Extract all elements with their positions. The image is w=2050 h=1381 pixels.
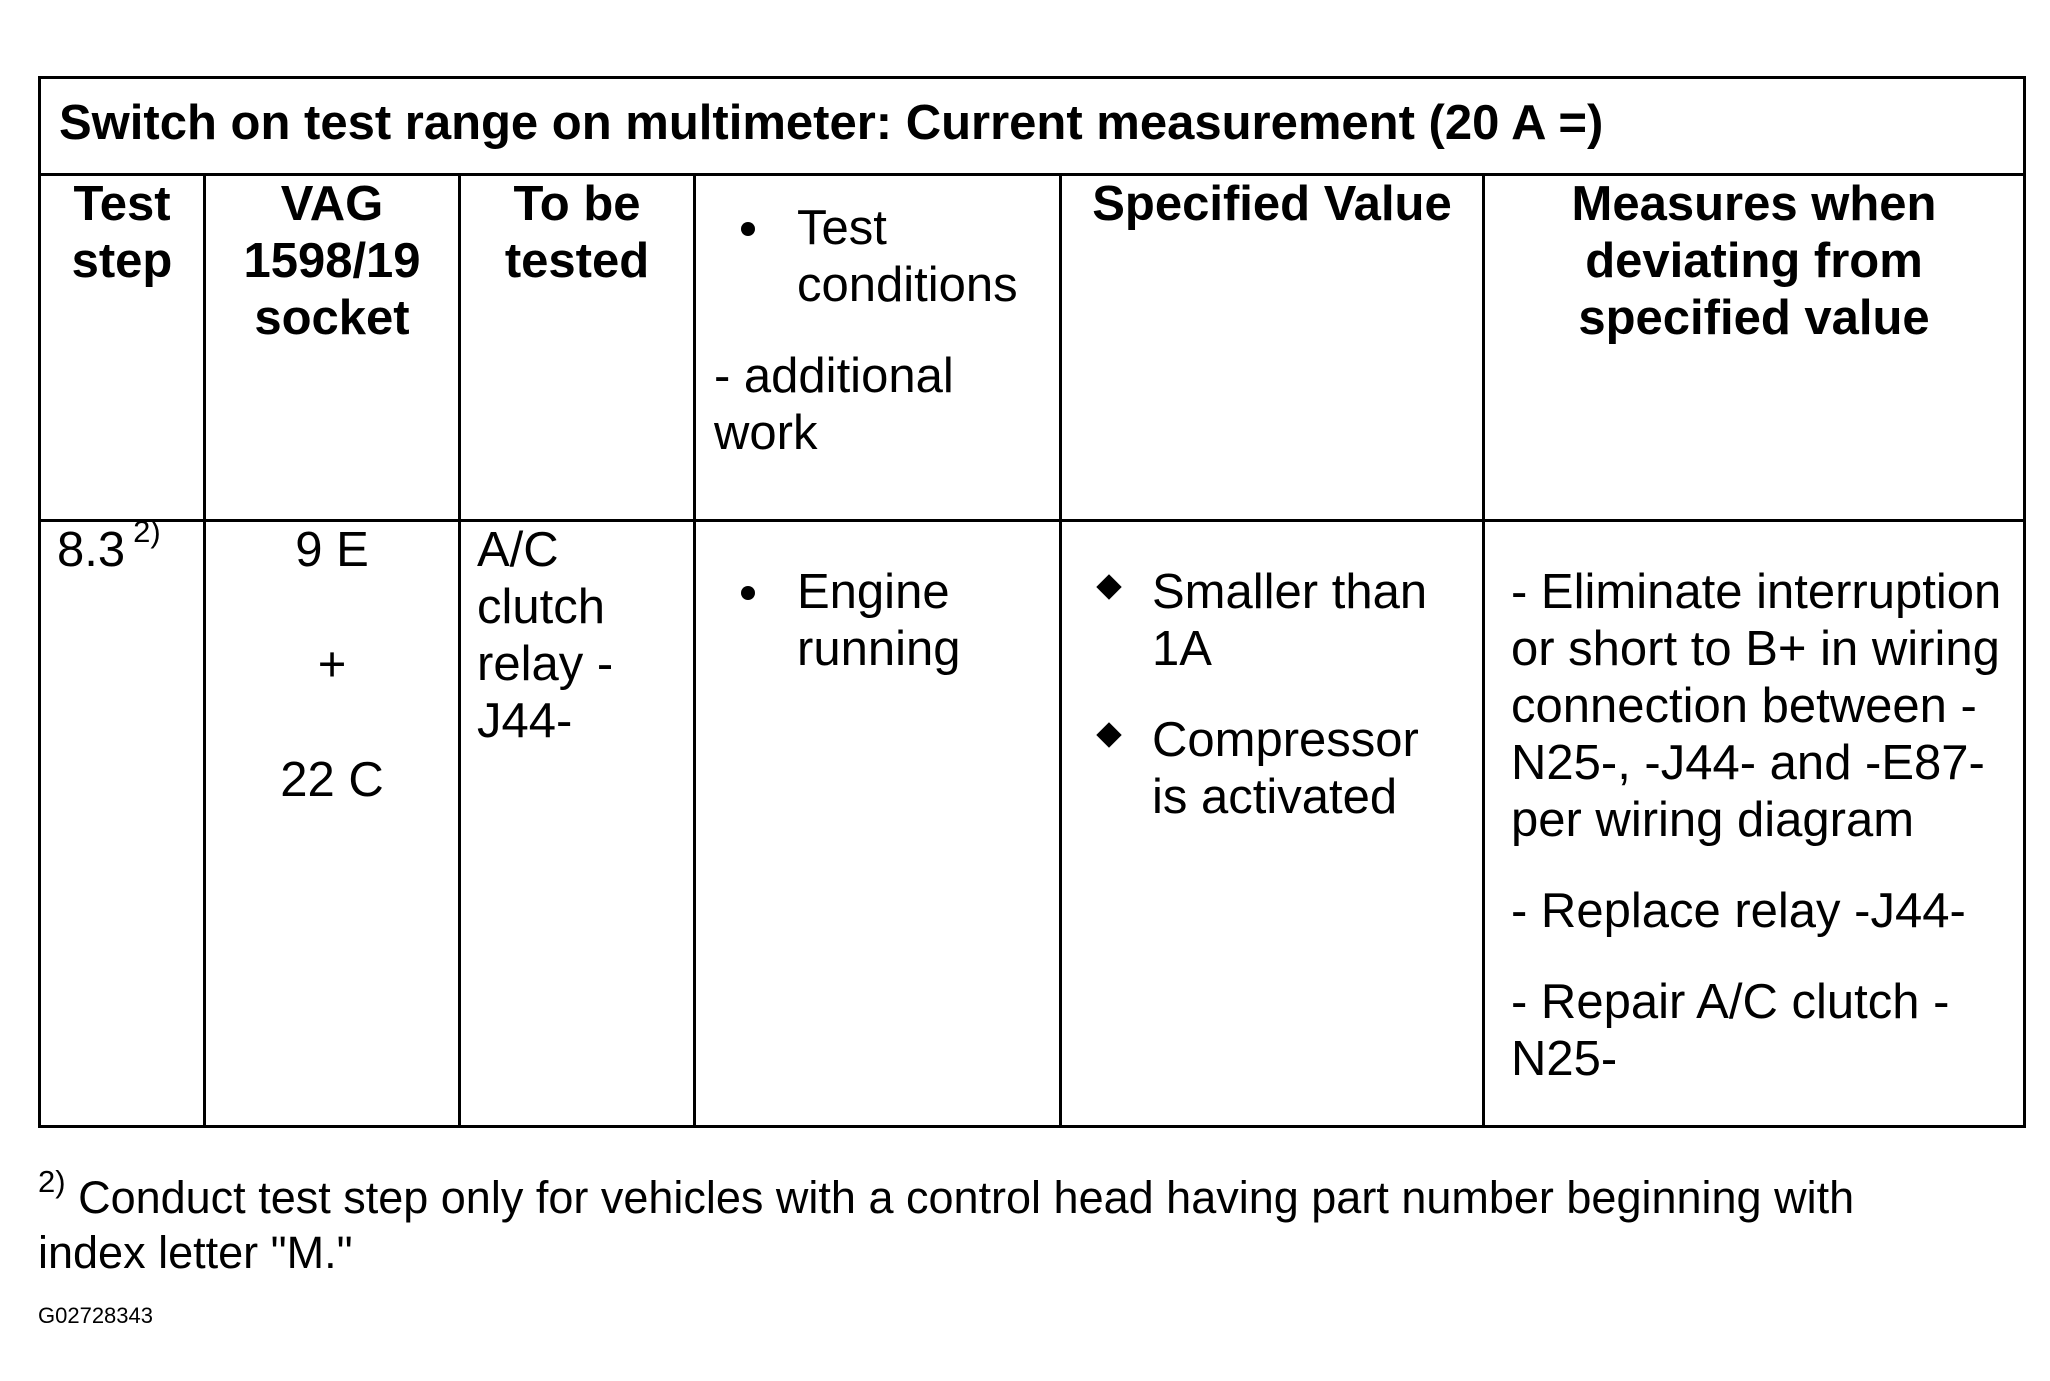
condition-item xyxy=(696,564,1059,678)
bullet-icon xyxy=(741,586,755,600)
header-vag-line3: socket xyxy=(254,291,410,345)
measure-replace-relay: - Replace relay -J44- xyxy=(1511,884,1966,938)
footnote-line2: index letter "M." xyxy=(38,1227,353,1278)
header-to-be-line2: tested xyxy=(504,234,650,288)
condition-line2: running xyxy=(797,622,961,676)
bullet-icon xyxy=(741,222,755,236)
header-measures-line2: deviating from xyxy=(1585,234,1923,288)
tested-line1: A/C xyxy=(477,523,559,577)
header-row xyxy=(40,175,2025,521)
header-test-step-line1: Test xyxy=(73,177,171,231)
header-additional-work xyxy=(696,348,1059,462)
header-specified-value xyxy=(1061,175,1484,521)
header-vag-socket xyxy=(205,175,460,521)
tested-line3: relay - xyxy=(477,637,614,691)
tested-line4: J44- xyxy=(477,694,573,748)
socket-plus: + xyxy=(317,638,347,692)
footnote xyxy=(38,1164,2023,1280)
socket-second: 22 C xyxy=(280,753,384,807)
spec2-line2: is activated xyxy=(1152,770,1398,824)
spec-item-compressor xyxy=(1062,712,1482,826)
header-vag-line2: 1598/19 xyxy=(243,234,421,288)
cell-measures xyxy=(1484,521,2025,1127)
measure1-line5: per wiring diagram xyxy=(1511,793,1915,847)
figure-id: G02728343 xyxy=(38,1303,153,1328)
measure-eliminate xyxy=(1511,564,2023,849)
cell-to-be-tested xyxy=(460,521,695,1127)
header-additional-line1: - additional xyxy=(714,349,954,403)
header-test-step xyxy=(40,175,205,521)
test-step-value: 8.3 xyxy=(57,523,126,577)
spec1-line2: 1A xyxy=(1152,622,1212,676)
header-additional-line2: work xyxy=(714,406,818,460)
cell-test-step xyxy=(40,514,205,1127)
header-vag-line1: VAG xyxy=(280,177,384,231)
measure3-line2: N25- xyxy=(1511,1032,1618,1086)
cell-vag-socket xyxy=(205,521,460,1127)
tested-line2: clutch xyxy=(477,580,606,634)
header-conditions-line2: conditions xyxy=(797,258,1018,312)
test-step-table xyxy=(38,76,2026,1128)
header-to-be-line1: To be xyxy=(513,177,641,231)
header-test-step-line2: step xyxy=(71,234,173,288)
measure1-line3: connection between - xyxy=(1511,679,1977,733)
table-row xyxy=(40,521,2025,1127)
footnote-ref: 2) xyxy=(133,514,161,549)
header-measures xyxy=(1484,175,2025,521)
footnote-marker: 2) xyxy=(38,1164,66,1199)
measure-repair-clutch xyxy=(1511,974,2023,1088)
cell-specified-value xyxy=(1061,521,1484,1127)
measure1-line2: or short to B+ in wiring xyxy=(1511,622,2000,676)
table-title: Switch on test range on multimeter: Current measurement (20 A =) xyxy=(59,96,1604,150)
diamond-bullet-icon xyxy=(1096,574,1121,599)
measure1-line4: N25-, -J44- and -E87- xyxy=(1511,736,1985,790)
diamond-bullet-icon xyxy=(1096,722,1121,747)
header-specified-label: Specified Value xyxy=(1092,177,1452,231)
socket-first: 9 E xyxy=(295,523,369,577)
cell-test-conditions xyxy=(695,521,1061,1127)
header-test-conditions xyxy=(695,175,1061,521)
footnote-text: Conduct test step only for vehicles with a control head having part number beginning with xyxy=(65,1172,1855,1223)
spec-item-current xyxy=(1062,564,1482,678)
header-conditions-line1: Test xyxy=(797,201,887,255)
table-title-cell xyxy=(40,78,2025,175)
header-to-be-tested xyxy=(460,175,695,521)
measure3-line1: - Repair A/C clutch - xyxy=(1511,975,1950,1029)
header-measures-line3: specified value xyxy=(1578,291,1930,345)
spec1-line1: Smaller than xyxy=(1152,565,1428,619)
spec2-line1: Compressor xyxy=(1152,713,1419,767)
header-measures-line1: Measures when xyxy=(1571,177,1937,231)
measure1-line1: - Eliminate interruption xyxy=(1511,565,2002,619)
header-conditions-item xyxy=(696,200,1059,314)
footnote-line1 xyxy=(38,1164,2023,1225)
condition-line1: Engine xyxy=(797,565,950,619)
